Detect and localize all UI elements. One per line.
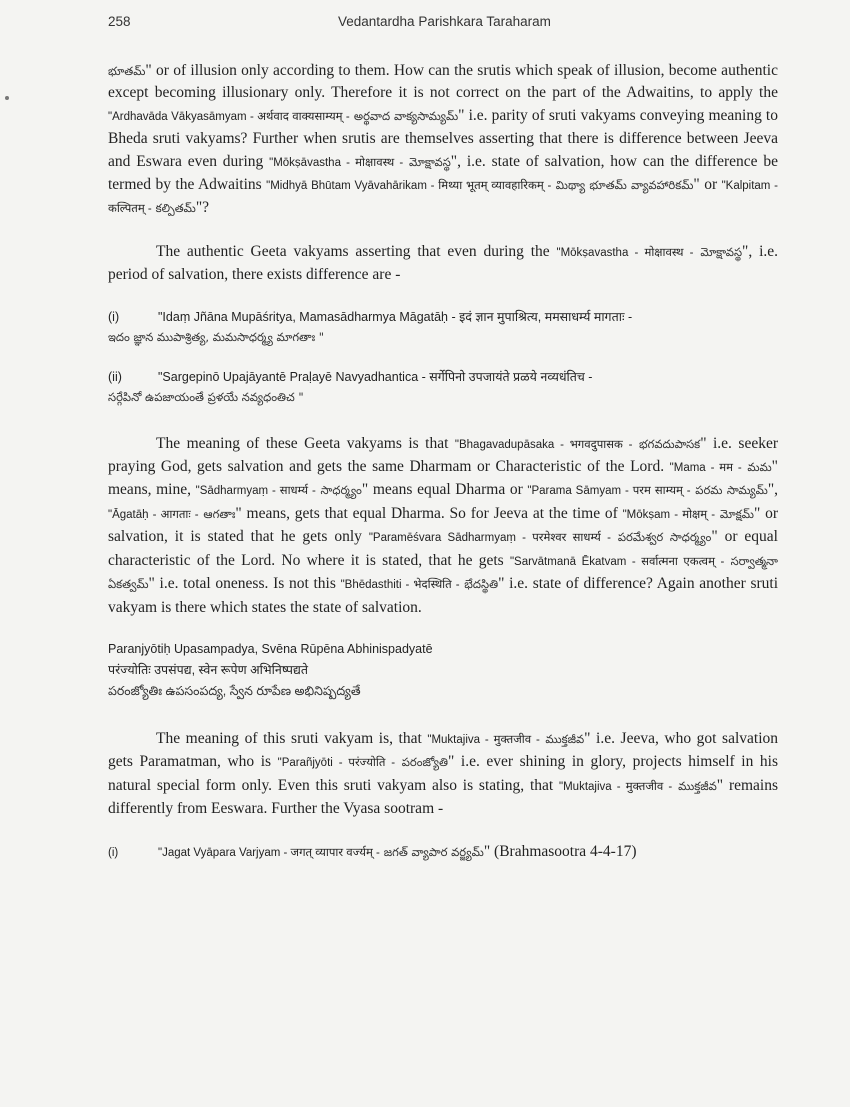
verse-telugu: సర్గేపినో ఉపజాయంతే ప్రళయే నవ్యధంతిచ " <box>108 389 304 404</box>
paragraph-1: భూతమ్" or of illusion only according to them. How can the srutis which speak of illusion, become authentic except becoming illusionary only. Therefore it is not correct on the part of the Adwaitins, to apply the "Ardhavāda Vākyasāmyam - अर्थवाद वाक्यसाम्यम् - అర్థవాద వాక్యసామ్యమ్" i.e. parity of sruti vakyams conveying meaning to Bheda sruti vakyams? Further when srutis are themselves asserting that there is difference between Jeeva and Eswara even during "Mōkṣāvastha - मोक्षावस्थ - మోక్షావస్థ", i.e. state of salvation, how can the difference be termed by the Adwaitins "Midhyā Bhūtam Vyāvahārikam - मिथ्या भूतम् व्यावहारिकम् - మిథ్యా భూతమ్ వ్యావహారికమ్" or "Kalpitam - कल्पितम् - కల్పితమ్"? <box>108 62 778 217</box>
paragraph-2: The authentic Geeta vakyams asserting that even during the "Mōkṣavastha - मोक्षावस्थ - మోక్షావస్థ", i.e. period of salvation, there exists difference are - <box>108 242 779 284</box>
verse-i <box>108 307 778 347</box>
quote-roman: Paranjyōtiḥ Upasampadya, Svēna Rūpēna Abhinispadyatē <box>108 641 433 656</box>
verse-text: "Idaṃ Jñāna Mupāśritya, Mamasādharmya Māgatāḥ - इदं ज्ञान मुपाश्रित्य, ममसाधर्म्य मागताः - <box>158 309 633 324</box>
verse-label: (i) <box>108 846 119 859</box>
paragraph-3: The meaning of these Geeta vakyams is that "Bhagavadupāsaka - भगवदुपासक - భగవదుపాసక" i.e. seeker praying God, gets salvation and gets the same Dharmam or Characteristic of the Lord. "Mama - मम - మమ" means, mine, "Sādharmyaṃ - साधर्म्य - సాధర్మ్యం" means equal Dharma or "Parama Sāmyam - परम साम्यम् - పరమ సామ్యమ్", "Āgatāḥ - आगताः - ఆగతాః" means, gets that equal Dharma. So for Jeeva at the time of "Mōkṣam - मोक्षम् - మోక్షమ్" or salvation, it is stated that he gets only "Paramēśvara Sādharmyaṃ - परमेश्वर साधर्म्य - పరమేశ్వర సాధర్మ్యం" or equal characteristic of the Lord. No where it is stated, that he gets "Sarvātmanā Ēkatvam - सर्वात्मना एकत्वम् - సర్వాత్మనా ఏకత్వమ్" i.e. total oneness. Is not this "Bhēdasthiti - भेदस्थिति - భేదస్థితి" i.e. state of difference? Again another sruti vakyam is there which states the state of salvation. <box>108 434 779 616</box>
page-header <box>108 14 770 38</box>
page-body <box>108 60 778 864</box>
running-title: Vedantardha Parishkara Taraharam <box>338 14 551 29</box>
verse-label: (ii) <box>108 369 122 384</box>
verse-label: (i) <box>108 309 120 324</box>
scan-mark <box>5 96 9 100</box>
quote-telugu: పరంజ్యోతిః ఉపసంపద్య, స్వేన రూపేణ అభినిష్పద్యతే <box>108 683 361 698</box>
page-number: 258 <box>108 14 131 29</box>
paragraph-4: The meaning of this sruti vakyam is, that "Muktajiva - मुक्तजीव - ముక్తజీవ" i.e. Jeeva, who got salvation gets Paramatman, who is "Parañjyōti - परंज्योति - పరంజ్యోతి" i.e. ever shining in glory, projects himself in his natural special form only. Even this sruti vakyam also is stating, that "Muktajiva - मुक्तजीव - ముక్తజీవ" remains differently from Eeswara. Further the Vyasa sootram - <box>108 729 779 818</box>
verse-ii <box>108 367 778 407</box>
quote-devanagari: परंज्योतिः उपसंपद्य, स्वेन रूपेण अभिनिष्पद्यते <box>108 662 308 677</box>
verse-text: "Sargepinō Upajāyantē Praḷayē Navyadhantica - सर्गेपिनो उपजायंते प्रळये नव्यधंतिच - <box>158 369 593 384</box>
quoted-sruti <box>108 639 778 702</box>
verse-telugu: ఇదం జ్ఞాన ముపాశ్రిత్య, మమసాధర్మ్య మాగతాః " <box>108 329 325 344</box>
verse-iii: (i) "Jagat Vyāpara Varjyam - जगत् व्यापार वर्ज्यम् - జగత్ వ్యాపార వర్జ్యమ్" (Brahmasootra 4-4-17) <box>108 841 778 864</box>
